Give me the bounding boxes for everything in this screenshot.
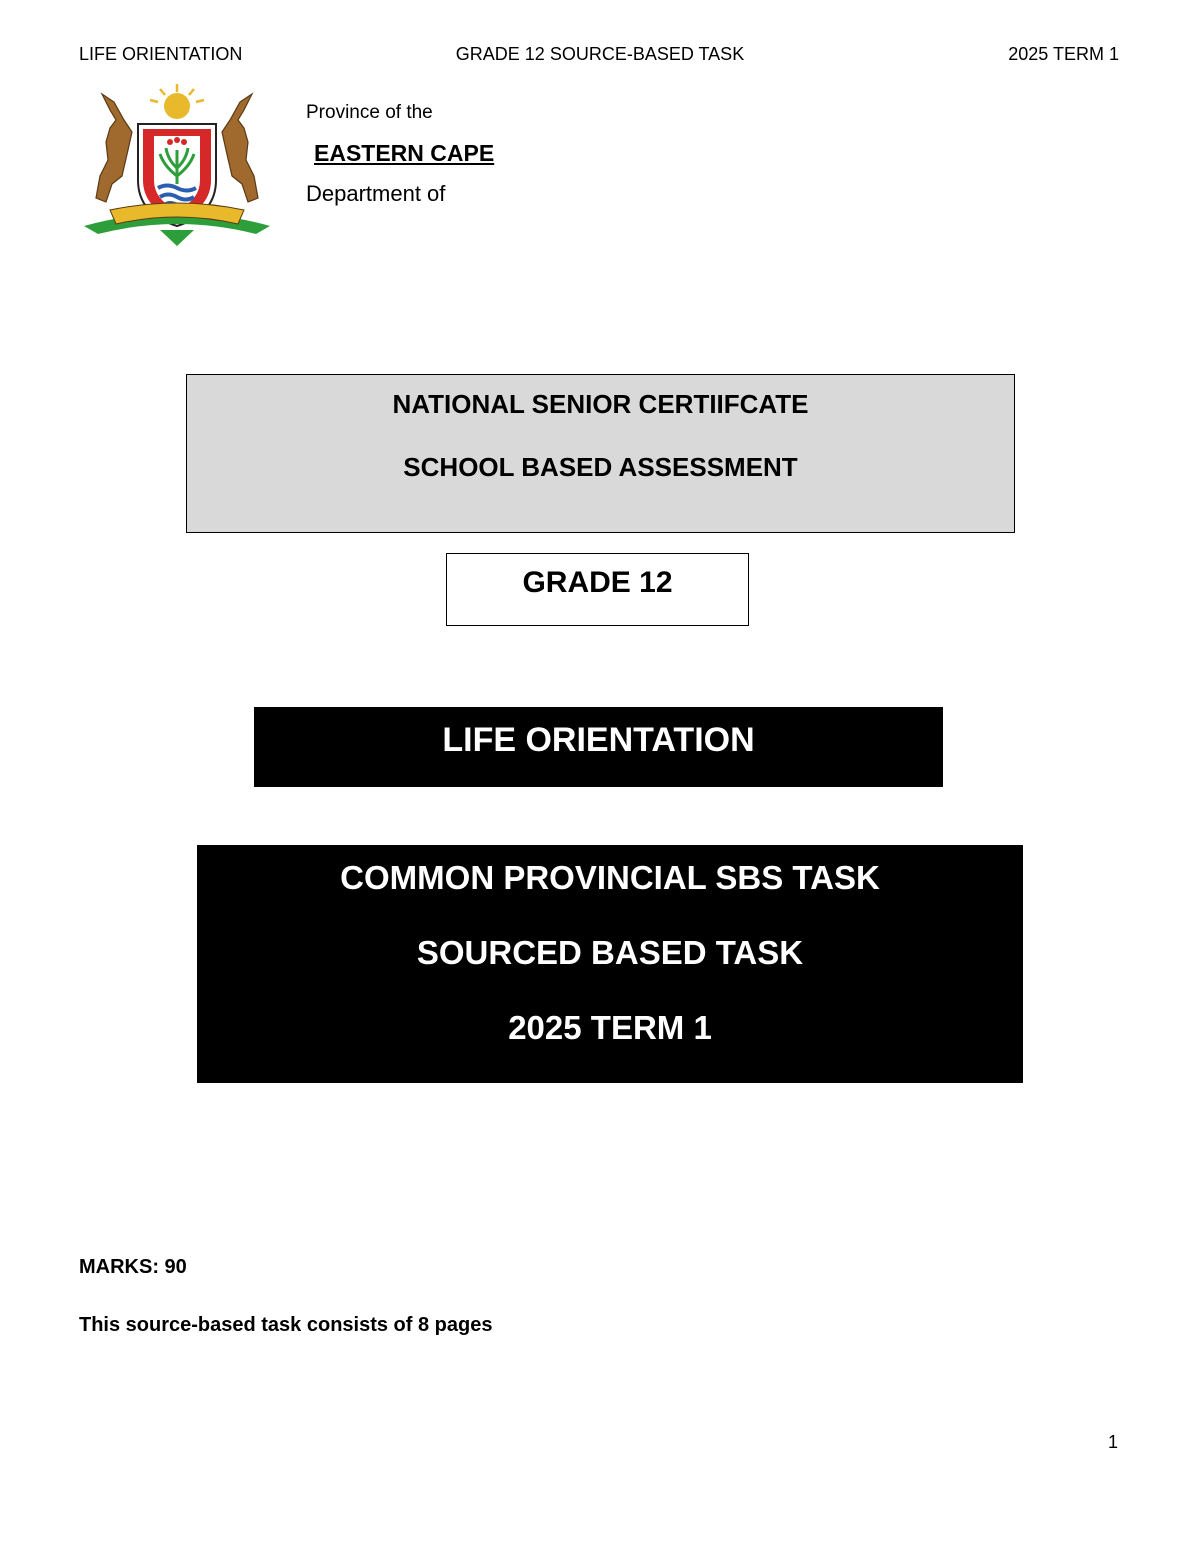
province-name: EASTERN CAPE [314,140,495,166]
subject-banner: LIFE ORIENTATION [254,707,943,787]
eastern-cape-crest-icon [80,80,274,248]
marks-total: MARKS: 90 [79,1256,187,1278]
sba-title: SCHOOL BASED ASSESSMENT [403,452,798,482]
nsc-assessment-box [186,374,1015,533]
header-term: 2025 TERM 1 [1008,44,1119,64]
header-task-title: GRADE 12 SOURCE-BASED TASK [455,44,745,64]
header-subject: LIFE ORIENTATION [79,44,243,64]
left-antelope [96,94,132,202]
sun-rays [150,84,204,119]
page-count-note: This source-based task consists of 8 pages [79,1314,493,1336]
grade-label: GRADE 12 [446,553,749,626]
department-of-label: Department of [306,181,446,206]
nsc-title: NATIONAL SENIOR CERTIIFCATE [392,389,809,419]
task-banner-line3: 2025 TERM 1 [508,1009,712,1046]
task-banner [197,845,1023,1083]
province-of-the-label: Province of the [306,102,433,123]
right-antelope [222,94,258,202]
task-banner-line1: COMMON PROVINCIAL SBS TASK [340,859,880,896]
page-number: 1 [1107,1432,1118,1452]
task-banner-line2: SOURCED BASED TASK [416,934,804,971]
